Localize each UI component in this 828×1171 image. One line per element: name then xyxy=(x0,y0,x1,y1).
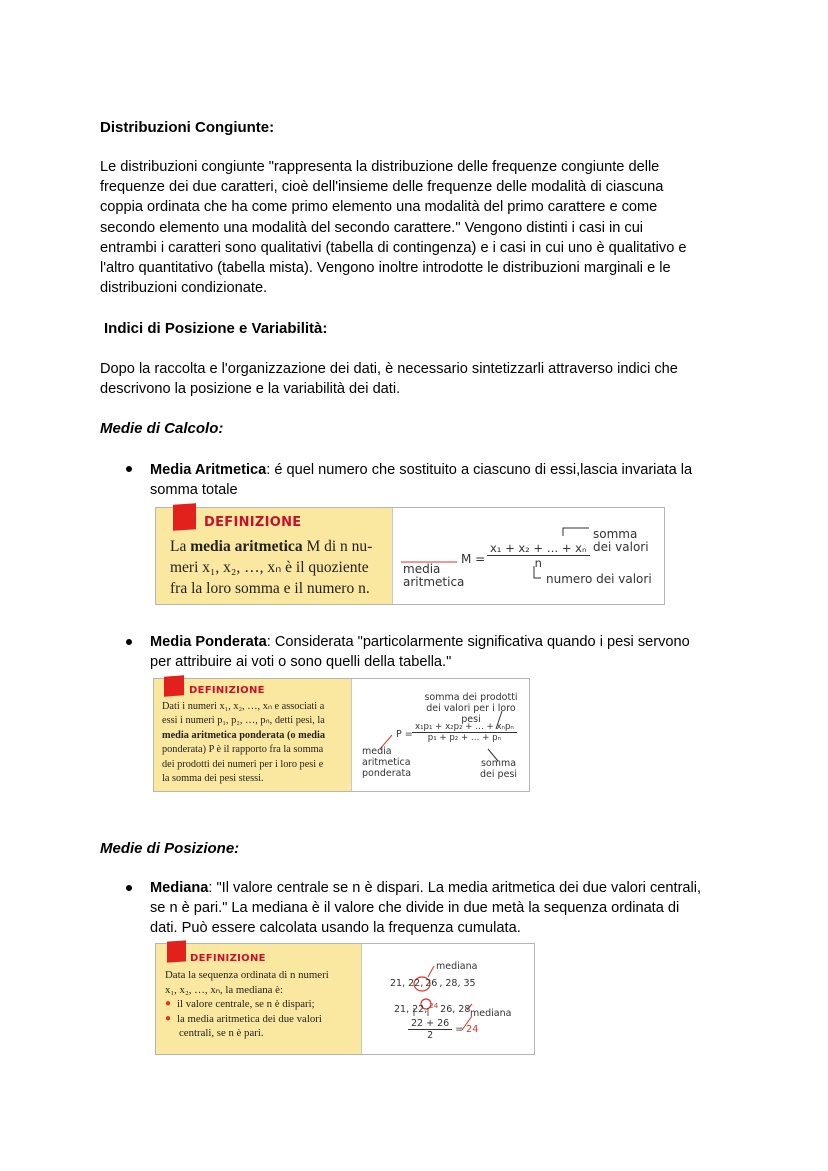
label-text: aritmetica xyxy=(362,757,411,768)
example-sequence-even xyxy=(394,1002,470,1015)
sequence-median: 26 xyxy=(425,978,438,989)
paragraph-line: distribuzioni condizionate. xyxy=(100,280,268,297)
bullet-text: somma totale xyxy=(150,482,238,499)
def-text: x₁, x₂, …, xₙ, la mediana è: xyxy=(165,983,283,996)
red-bullet-icon: ● xyxy=(165,1012,172,1024)
calc-equals: = xyxy=(455,1024,464,1035)
paragraph-line: secondo elemento una modalità del secondo carattere." Vengono distinti i casi in cui xyxy=(100,219,644,236)
def-text: media aritmetica ponderata (o media xyxy=(162,729,326,741)
def-text: la somma dei pesi stessi. xyxy=(162,773,264,785)
definition-text-panel xyxy=(154,679,352,791)
paragraph-line: Dopo la raccolta e l'organizzazione dei dati, è necessario sintetizzarli attraverso indici che xyxy=(100,361,678,377)
label-mediana: mediana xyxy=(436,961,478,972)
bullet-text: : é quel numero che sostituito a ciascuno di essi,lascia invariata la xyxy=(266,462,693,478)
definition-box-media-ponderata xyxy=(153,678,530,792)
definition-box-media-aritmetica xyxy=(155,507,665,605)
label-somma-pesi xyxy=(480,758,517,780)
bullet-icon xyxy=(126,639,132,645)
sequence-text: 26, 28 xyxy=(440,1004,471,1016)
heading-medie-posizione: Medie di Posizione: xyxy=(100,840,240,857)
paragraph-line: descrivono la posizione e la variabilità dei dati. xyxy=(100,381,401,398)
bullet-text: per attribuire ai voti o sono quelli della tabella." xyxy=(150,654,452,671)
bullet-media-aritmetica xyxy=(150,460,740,500)
term-media-aritmetica: Media Aritmetica xyxy=(150,462,267,478)
label-text: media xyxy=(362,746,392,757)
red-bullet-icon: ● xyxy=(165,998,172,1010)
formula-fraction xyxy=(412,722,517,743)
paragraph-indici xyxy=(100,359,740,399)
label-text: ponderata xyxy=(362,768,412,779)
def-text: dei prodotti dei numeri per i loro pesi e xyxy=(162,758,324,770)
definition-formula-panel xyxy=(352,679,529,791)
label-text: aritmetica xyxy=(403,575,465,589)
definition-text-panel xyxy=(156,508,393,604)
label-text: dei pesi xyxy=(480,769,517,780)
label-text: dei valori per i loro pesi xyxy=(426,703,516,725)
sequence-text: , 28, 35 xyxy=(439,978,476,989)
label-numero-valori: numero dei valori xyxy=(546,572,652,586)
calc-numerator: 22 + 26 xyxy=(408,1018,452,1030)
definition-box-mediana xyxy=(155,943,535,1055)
paragraph-line: Le distribuzioni congiunte "rappresenta la distribuzione delle frequenze congiunte delle xyxy=(100,159,660,175)
heading-distribuzioni-congiunte: Distribuzioni Congiunte: xyxy=(100,119,275,136)
definition-tab-icon xyxy=(173,503,196,531)
example-calculation xyxy=(408,1018,478,1041)
formula-numerator: x₁ + x₂ + … + xₙ xyxy=(487,541,590,556)
definition-body xyxy=(170,536,390,599)
paragraph-distribuzioni xyxy=(100,157,740,298)
definition-body xyxy=(162,700,352,786)
definition-title: DEFINIZIONE xyxy=(189,685,265,696)
sequence-text: 21, 22, xyxy=(390,978,424,989)
example-sequence-odd xyxy=(390,978,476,989)
calc-denominator: 2 xyxy=(427,1030,434,1041)
formula-numerator: x₁p₁ + x₂p₂ + … + xₙpₙ xyxy=(412,722,517,733)
def-text: M di n nu- xyxy=(302,538,373,555)
bullet-media-ponderata xyxy=(150,632,740,672)
formula-lhs: M = xyxy=(461,552,486,566)
paragraph-line: frequenze dei due caratteri, cioè dell'insieme delle frequenze delle modalità di ciascuna xyxy=(100,179,664,196)
formula-denominator: p₁ + p₂ + … + pₙ xyxy=(427,733,502,743)
def-text: Dati i numeri x₁, x₂, …, xₙ e associati a xyxy=(162,701,325,712)
formula-fraction xyxy=(487,541,590,570)
paragraph-line: entrambi i caratteri sono qualitativi (tabella di contingenza) e i casi in cui uno è qualitativo e xyxy=(100,239,687,256)
definition-title: DEFINIZIONE xyxy=(190,953,266,964)
bullet-icon xyxy=(126,466,132,472)
definition-tab-icon xyxy=(167,940,186,962)
bullet-text: : "Il valore centrale se n è dispari. La media aritmetica dei due valori centrali, xyxy=(208,880,702,896)
label-media-aritmetica xyxy=(403,563,464,589)
definition-title: DEFINIZIONE xyxy=(204,515,302,530)
heading-indici: Indici di Posizione e Variabilità: xyxy=(104,320,328,337)
formula-lhs: P = xyxy=(396,729,413,740)
definition-formula-panel xyxy=(393,508,664,604)
sequence-text: 21, 22, xyxy=(394,1004,428,1016)
def-text: centrali, se n è pari. xyxy=(179,1027,264,1040)
paragraph-line: coppia ordinata che ha come primo elemento una modalità del primo carattere e come xyxy=(100,199,658,216)
label-media-ponderata xyxy=(362,746,411,779)
label-text: dei valori xyxy=(593,540,649,554)
definition-example-panel xyxy=(362,944,534,1054)
def-text: ponderata) P è il rapporto fra la somma xyxy=(162,744,324,756)
def-text: fra la loro somma e il numero n. xyxy=(170,580,370,597)
calc-result: 24 xyxy=(466,1024,479,1035)
label-somma-valori xyxy=(593,528,649,554)
def-text: La xyxy=(170,538,191,555)
label-mediana-2: mediana xyxy=(470,1008,512,1019)
def-text: meri x₁, x₂, …, xₙ è il quoziente xyxy=(170,559,369,576)
bullet-text: dati. Può essere calcolata usando la frequenza cumulata. xyxy=(150,920,521,937)
bullet-icon xyxy=(126,885,132,891)
def-text: la media aritmetica dei due valori xyxy=(177,1012,322,1025)
bullet-text: : Considerata "particolarmente significativa quando i pesi servono xyxy=(266,634,690,650)
paragraph-line: l'altro quantitativo (tabella mista). Vengono inoltre introdotte le distribuzioni marginali e le xyxy=(100,260,671,277)
bullet-text: se n è pari." La mediana è il valore che divide in due metà la sequenza ordinata di xyxy=(150,900,680,917)
def-text: Data la sequenza ordinata di n numeri xyxy=(165,969,329,981)
heading-medie-calcolo: Medie di Calcolo: xyxy=(100,420,224,437)
label-text: somma dei prodotti xyxy=(424,692,518,703)
label-text: somma xyxy=(593,527,638,541)
label-text: media xyxy=(403,562,441,576)
definition-tab-icon xyxy=(164,675,184,696)
label-somma-prodotti xyxy=(416,692,526,725)
term-mediana: Mediana xyxy=(150,880,209,896)
label-text: somma xyxy=(480,758,517,769)
term-media-ponderata: Media Ponderata xyxy=(150,634,267,650)
formula-denominator: n xyxy=(534,556,542,570)
sequence-median: 24 xyxy=(429,1002,439,1010)
def-text: il valore centrale, se n è dispari; xyxy=(177,998,315,1011)
def-text: essi i numeri p₁, p₂, …, pₙ, detti pesi, la xyxy=(162,715,325,727)
definition-body xyxy=(165,968,361,1041)
definition-text-panel xyxy=(156,944,362,1054)
bullet-mediana xyxy=(150,878,750,939)
def-term: media aritmetica xyxy=(190,538,303,555)
